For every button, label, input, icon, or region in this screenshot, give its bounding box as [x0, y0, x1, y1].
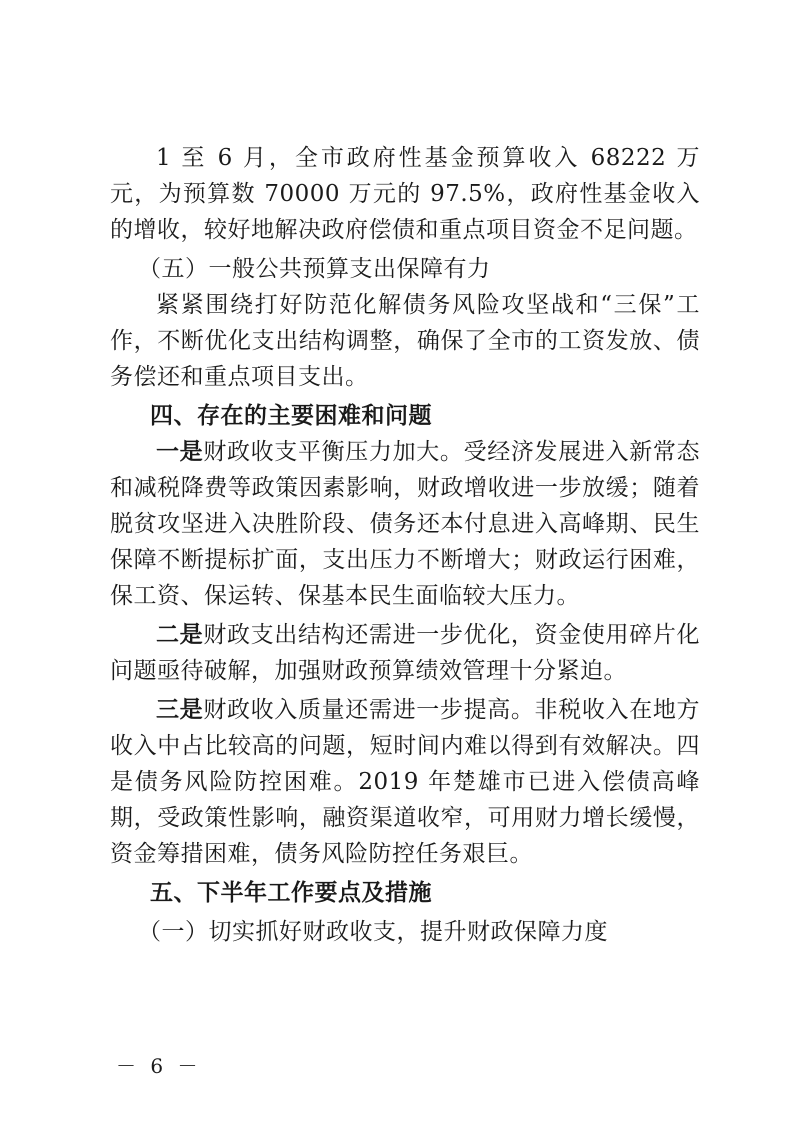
item-1-text: 财政收支平衡压力加大。受经济发展进入新常态和减税降费等政策因素影响，财政增收进一步放缓；随着脱贫攻坚进入决胜阶段、债务还本付息进入高峰期、民生保障不断提标扩面，支出压力不断增大；财政运行困难，保工资、保运转、保基本民生面临较大压力。 — [110, 439, 701, 609]
subheading-revenue-expenditure: （一）切实抓好财政收支，提升财政保障力度 — [138, 919, 608, 945]
subheading-expenditure-guarantee: （五）一般公共预算支出保障有力 — [138, 256, 491, 282]
item-2-lead: 二是 — [156, 622, 204, 648]
paragraph-item-1 — [110, 434, 700, 614]
paragraph-fund-revenue: 1 至 6 月，全市政府性基金预算收入 68222 万元，为预算数 70000 万元的 97.5%，政府性基金收入的增收，较好地解决政府偿债和重点项目资金不足问题。 — [110, 145, 700, 243]
section-heading-difficulties: 四、存在的主要困难和问题 — [150, 403, 432, 429]
item-2-text: 财政支出结构还需进一步优化，资金使用碎片化问题亟待破解，加强财政预算绩效管理十分紧迫。 — [110, 622, 701, 684]
paragraph-expenditure-structure: 紧紧围绕打好防范化解债务风险攻坚战和“三保”工作，不断优化支出结构调整，确保了全市的工资发放、债务偿还和重点项目支出。 — [110, 292, 700, 390]
item-1-lead: 一是 — [156, 439, 204, 465]
paragraph-item-3 — [110, 692, 700, 872]
section-heading-work-plan: 五、下半年工作要点及措施 — [150, 880, 432, 906]
item-3-lead: 三是 — [156, 697, 204, 723]
item-3-text: 财政收入质量还需进一步提高。非税收入在地方收入中占比较高的问题，短时间内难以得到有效解决。四是债务风险防控困难。2019 年楚雄市已进入偿债高峰期，受政策性影响，融资渠道收窄，可用财力增长缓慢，资金筹措困难，债务风险防控任务艰巨。 — [110, 697, 701, 867]
page-number: － 6 － — [116, 1054, 202, 1078]
paragraph-item-2 — [110, 617, 700, 689]
document-body — [110, 140, 700, 950]
